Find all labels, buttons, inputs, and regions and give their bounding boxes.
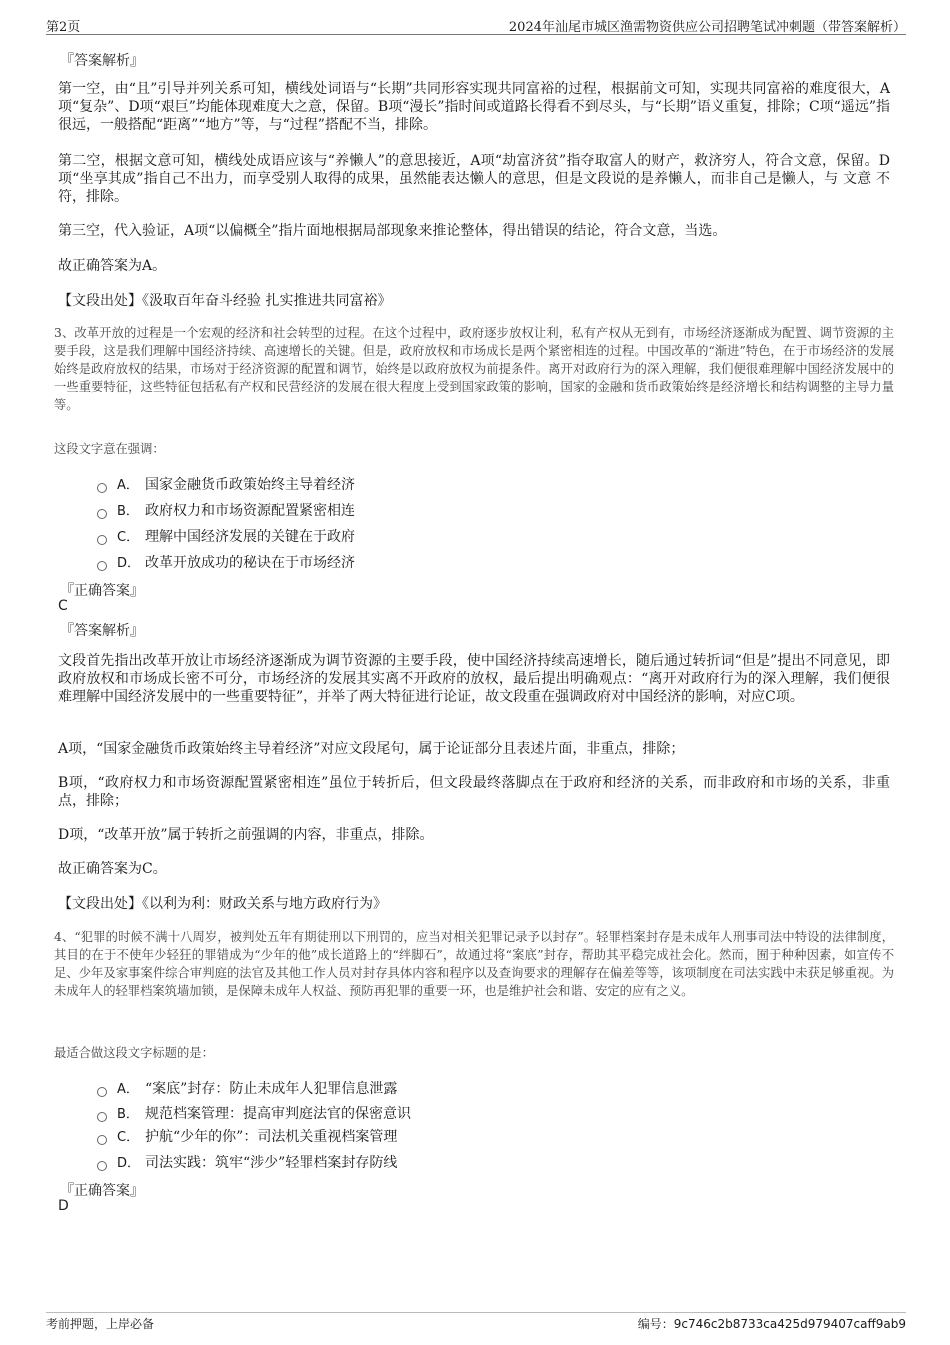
q3-analysis-p3: B项，“政府权力和市场资源配置紧密相连”虽位于转折后，但文段最终落脚点在于政府和经济的关系，而非政府和市场的关系，非重点，排除； <box>58 775 890 809</box>
q3-analysis-p5: 故正确答案为C。 <box>58 861 167 877</box>
radio-icon[interactable] <box>97 1161 107 1171</box>
q4-option-a[interactable]: A． “案底”封存：防止未成年人犯罪信息泄露 <box>97 1078 397 1098</box>
q3-source-title: 《以利为利：财政关系与地方政府行为》 <box>142 896 387 912</box>
q3-source-label: 【文段出处】 <box>58 896 142 912</box>
q2-analysis-p1: 第一空，由“且”引导并列关系可知，横线处词语与“长期”共同形容实现共同富裕的过程，根据前文可知，实现共同富裕的难度很大，A项“复杂”、D项“艰巨”均能体现难度大之意，保留。B项“漫长”指时间或道路长得看不到尽头，与“长期”语义重复，排除；C项“遥远”指很远，一般搭配“距离”“地方”等，与“过程”搭配不当，排除。 <box>58 81 890 133</box>
q3-answer-label: 『正确答案』 <box>60 583 144 599</box>
q2-source-title: 《汲取百年奋斗经验 扎实推进共同富裕》 <box>142 293 392 309</box>
footer-code-value: 9c746c2b8733ca425d979407caff9ab9 <box>673 1317 906 1331</box>
q2-analysis-p4: 故正确答案为A。 <box>58 258 167 274</box>
q3-option-b[interactable]: B． 政府权力和市场资源配置紧密相连 <box>97 500 355 520</box>
footer-code-label: 编号： <box>637 1317 674 1331</box>
q4-stem: 4、“犯罪的时候不满十八周岁，被判处五年有期徒刑以下刑罚的，应当对相关犯罪记录予以封存”。轻罪档案封存是未成年人刑事司法中特设的法律制度，其目的在于不使年少轻狂的罪错成为“少年的他”成长道路上的“绊脚石”，故通过将“案底”封存，帮助其平稳完成社会化。然而，囿于种种因素，如宣传不足、少年及家事案件综合审判庭的法官及其他工作人员对封存具体内容和程序以及查询要求的理解存在偏差等等，该项制度在司法实践中未获足够重视。为未成年人的轻罪档案筑墙加锁，是保障未成年人权益、预防再犯罪的重要一环，也是维护社会和谐、安定的应有之义。 <box>54 930 894 998</box>
q3-prompt: 这段文字意在强调： <box>54 442 165 456</box>
q4-option-b[interactable]: B． 规范档案管理：提高审判庭法官的保密意识 <box>97 1103 411 1123</box>
q4-option-d[interactable]: D． 司法实践：筑牢“涉少”轻罪档案封存防线 <box>97 1152 397 1172</box>
q3-option-a[interactable]: A． 国家金融货币政策始终主导着经济 <box>97 474 355 494</box>
radio-icon[interactable] <box>97 509 107 519</box>
footer-code <box>638 1315 906 1332</box>
q3-source <box>58 893 387 913</box>
radio-icon[interactable] <box>97 561 107 571</box>
q3-analysis-p2: A项，“国家金融货币政策始终主导着经济”对应文段尾句，属于论证部分且表述片面，非重点，排除； <box>58 741 685 757</box>
radio-icon[interactable] <box>97 535 107 545</box>
q3-option-d[interactable]: D． 改革开放成功的秘诀在于市场经济 <box>97 552 355 572</box>
q3-analysis-p4: D项，“改革开放”属于转折之前强调的内容，非重点，排除。 <box>58 827 434 843</box>
q3-stem: 3、改革开放的过程是一个宏观的经济和社会转型的过程。在这个过程中，政府逐步放权让利，私有产权从无到有，市场经济逐渐成为配置、调节资源的主要手段，这是我们理解中国经济持续、高速增长的关键。但是，政府放权和市场成长是两个紧密相连的过程。中国改革的“渐进”特色，在于市场经济的发展始终是政府放权的结果，市场对于经济资源的配置和调节，始终是以政府放权为前提条件。离开对政府行为的深入理解，我们便很难理解中国经济发展中的一些重要特征，这些特征包括私有产权和民营经济的发展在很大程度上受到国家政策的影响，国家的金融和货币政策始终是经济增长和结构调整的主导力量等。 <box>54 326 894 412</box>
document-title: 2024年汕尾市城区渔需物资供应公司招聘笔试冲刺题（带答案解析） <box>508 20 906 35</box>
q3-analysis-p1: 文段首先指出改革开放让市场经济逐渐成为调节资源的主要手段，使中国经济持续高速增长，随后通过转折词“但是”提出不同意见，即政府放权和市场成长密不可分，市场经济的发展其实离不开政府的放权，最后提出明确观点：“离开对政府行为的深入理解，我们便很难理解中国经济发展中的一些重要特征”，并举了两大特征进行论证，故文段重在强调政府对中国经济的影响，对应C项。 <box>58 653 890 705</box>
q2-source <box>58 290 391 310</box>
q3-answer: C <box>58 598 68 614</box>
radio-icon[interactable] <box>97 1112 107 1122</box>
q4-answer: D <box>58 1198 69 1214</box>
q2-analysis-p2: 第二空，根据文意可知，横线处成语应该与“养懒人”的意思接近，A项“劫富济贫”指夺取富人的财产，救济穷人，符合文意，保留。D项“坐享其成”指自己不出力，而享受别人取得的成果，虽然能表达懒人的意思，但是文段说的是养懒人，而非自己是懒人，与 文意 不符，排除。 <box>58 153 890 205</box>
footer-slogan: 考前押题，上岸必备 <box>46 1317 155 1331</box>
q2-analysis-label: 『答案解析』 <box>60 53 144 69</box>
q2-source-label: 【文段出处】 <box>58 293 142 309</box>
q4-answer-label: 『正确答案』 <box>60 1183 144 1199</box>
page-number: 第2页 <box>46 20 81 35</box>
radio-icon[interactable] <box>97 1087 107 1097</box>
q3-analysis-label: 『答案解析』 <box>60 623 144 639</box>
page-footer <box>46 1312 906 1331</box>
q3-option-c[interactable]: C． 理解中国经济发展的关键在于政府 <box>97 526 355 546</box>
q4-option-c[interactable]: C． 护航“少年的你”：司法机关重视档案管理 <box>97 1126 397 1146</box>
radio-icon[interactable] <box>97 1135 107 1145</box>
page-header <box>46 16 906 35</box>
radio-icon[interactable] <box>97 483 107 493</box>
q4-prompt: 最适合做这段文字标题的是： <box>54 1046 214 1060</box>
q2-analysis-p3: 第三空，代入验证，A项“以偏概全”指片面地根据局部现象来推论整体，得出错误的结论，符合文意，当选。 <box>58 223 727 239</box>
